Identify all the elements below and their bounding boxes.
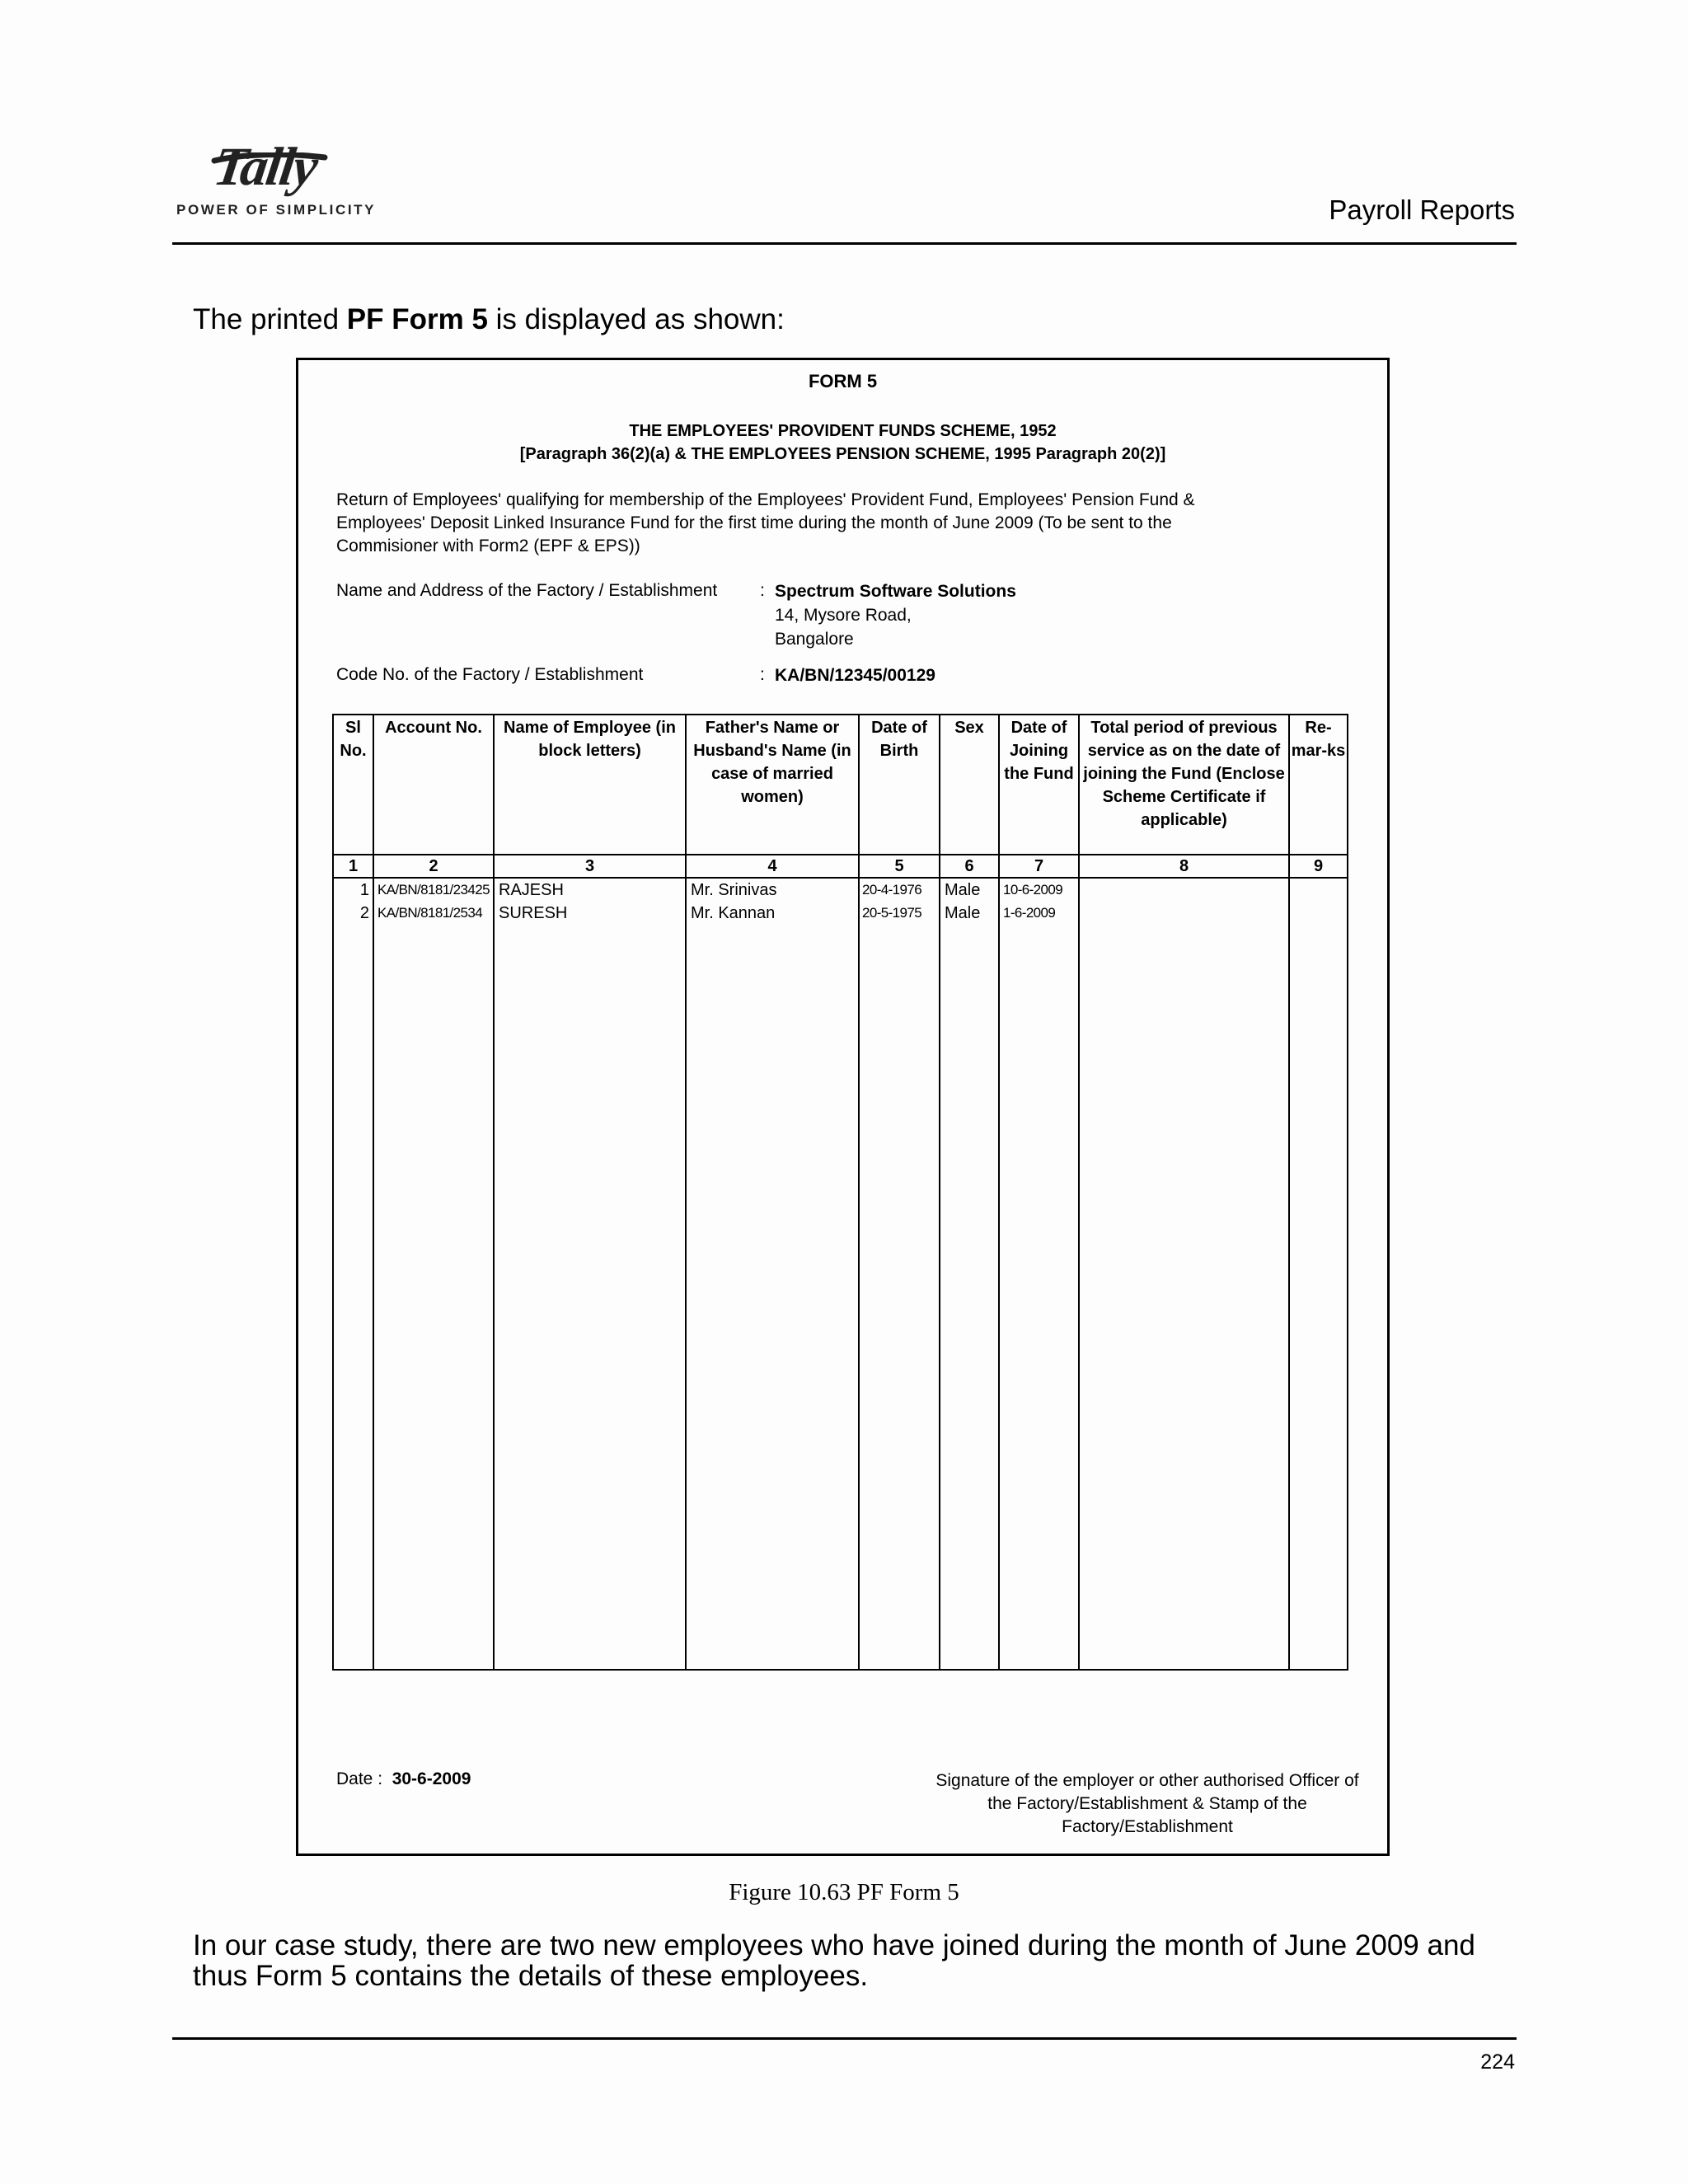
column-number: 2: [429, 857, 438, 875]
colon: :: [760, 665, 765, 684]
section-title: Payroll Reports: [1329, 194, 1515, 225]
cell-employee-name: SURESH: [499, 904, 568, 922]
cell-father-name: Mr. Kannan: [691, 904, 776, 922]
column-header: Account No.: [385, 719, 482, 737]
code-label: Code No. of the Factory / Establishment: [336, 665, 644, 684]
intro-suffix: is displayed as shown:: [487, 303, 785, 335]
cell-father-name: Mr. Srinivas: [691, 881, 777, 899]
employee-table: [332, 714, 1348, 1671]
column-header: Total period of previous service as on the date of joining the Fund (Enclose Scheme Certificate if applicable): [1083, 719, 1285, 829]
cell-sex: Male: [945, 881, 981, 899]
tally-logo: [176, 136, 377, 223]
cell-account-no: KA/BN/8181/2534: [377, 905, 483, 921]
column-header: Re-mar-ks: [1291, 719, 1346, 760]
column-header: Sex: [954, 719, 984, 737]
scheme-line-1: THE EMPLOYEES' PROVIDENT FUNDS SCHEME, 1952: [629, 422, 1057, 440]
date-value: 30-6-2009: [392, 1769, 471, 1788]
address-line-1: 14, Mysore Road,: [775, 606, 912, 625]
cell-sex: Male: [945, 904, 981, 922]
column-number: 8: [1179, 857, 1189, 875]
date-label: Date :: [336, 1769, 383, 1788]
page-number: 224: [1480, 2050, 1515, 2074]
cell-employee-name: RAJESH: [499, 881, 564, 899]
column-header: Date of Birth: [871, 719, 927, 760]
company-name: Spectrum Software Solutions: [775, 582, 1016, 601]
column-number: 1: [348, 857, 359, 875]
form-title: FORM 5: [808, 371, 878, 391]
intro-text: [193, 303, 785, 336]
cell-date-of-joining: 10-6-2009: [1003, 882, 1063, 898]
column-number: 7: [1034, 857, 1044, 875]
code-value: [775, 663, 935, 687]
cell-date-of-joining: 1-6-2009: [1003, 905, 1056, 921]
code-value-text: KA/BN/12345/00129: [775, 666, 935, 685]
cell-account-no: KA/BN/8181/23425: [377, 882, 490, 898]
form-scheme-heading: [298, 419, 1387, 466]
column-header: Name of Employee (in block letters): [504, 719, 676, 760]
colon: :: [760, 581, 765, 600]
logo-wordmark: Tally: [209, 137, 321, 197]
signature-block: Signature of the employer or other authorised Officer of the Factory/Establishment & Stamp of the Factory/Establishment: [935, 1771, 1359, 1836]
name-address-label: Name and Address of the Factory / Establishment: [336, 581, 718, 600]
header-rule: [172, 242, 1517, 245]
scheme-line-2: [Paragraph 36(2)(a) & THE EMPLOYEES PENSION SCHEME, 1995 Paragraph 20(2)]: [519, 445, 1166, 463]
footer-rule: [172, 2037, 1517, 2040]
column-header: Sl No.: [340, 719, 367, 760]
intro-prefix: The printed: [193, 303, 347, 335]
column-number: 5: [894, 857, 904, 875]
column-number: 4: [767, 857, 777, 875]
cell-date-of-birth: 20-5-1975: [862, 905, 922, 921]
return-description: Return of Employees' qualifying for membership of the Employees' Provident Fund, Employees' Pension Fund & Employees' Deposit Linked Insurance Fund for the first time during the month of June 2009 (To be sent to the Commisioner with Form2 (EPF & EPS)): [336, 490, 1195, 555]
cell-date-of-birth: 20-4-1976: [862, 882, 922, 898]
column-number: 6: [964, 857, 974, 875]
pf-form-5: [296, 358, 1390, 1856]
figure-caption: Figure 10.63 PF Form 5: [729, 1879, 959, 1905]
column-header: Date of Joining the Fund: [1004, 719, 1074, 783]
column-number: 9: [1313, 857, 1324, 875]
logo-tagline: POWER OF SIMPLICITY: [176, 202, 377, 218]
column-header: Father's Name or Husband's Name (in case of married women): [693, 719, 851, 806]
form-date: [336, 1769, 471, 1789]
address-line-2: Bangalore: [775, 630, 854, 649]
intro-bold: PF Form 5: [346, 303, 488, 335]
body-paragraph: In our case study, there are two new employees who have joined during the month of June 2009 and thus Form 5 contains the details of these employees.: [193, 1929, 1475, 1992]
cell-sl-no: 1: [359, 881, 369, 899]
cell-sl-no: 2: [359, 904, 369, 922]
company-address: [775, 579, 1016, 651]
column-number: 3: [584, 857, 595, 875]
